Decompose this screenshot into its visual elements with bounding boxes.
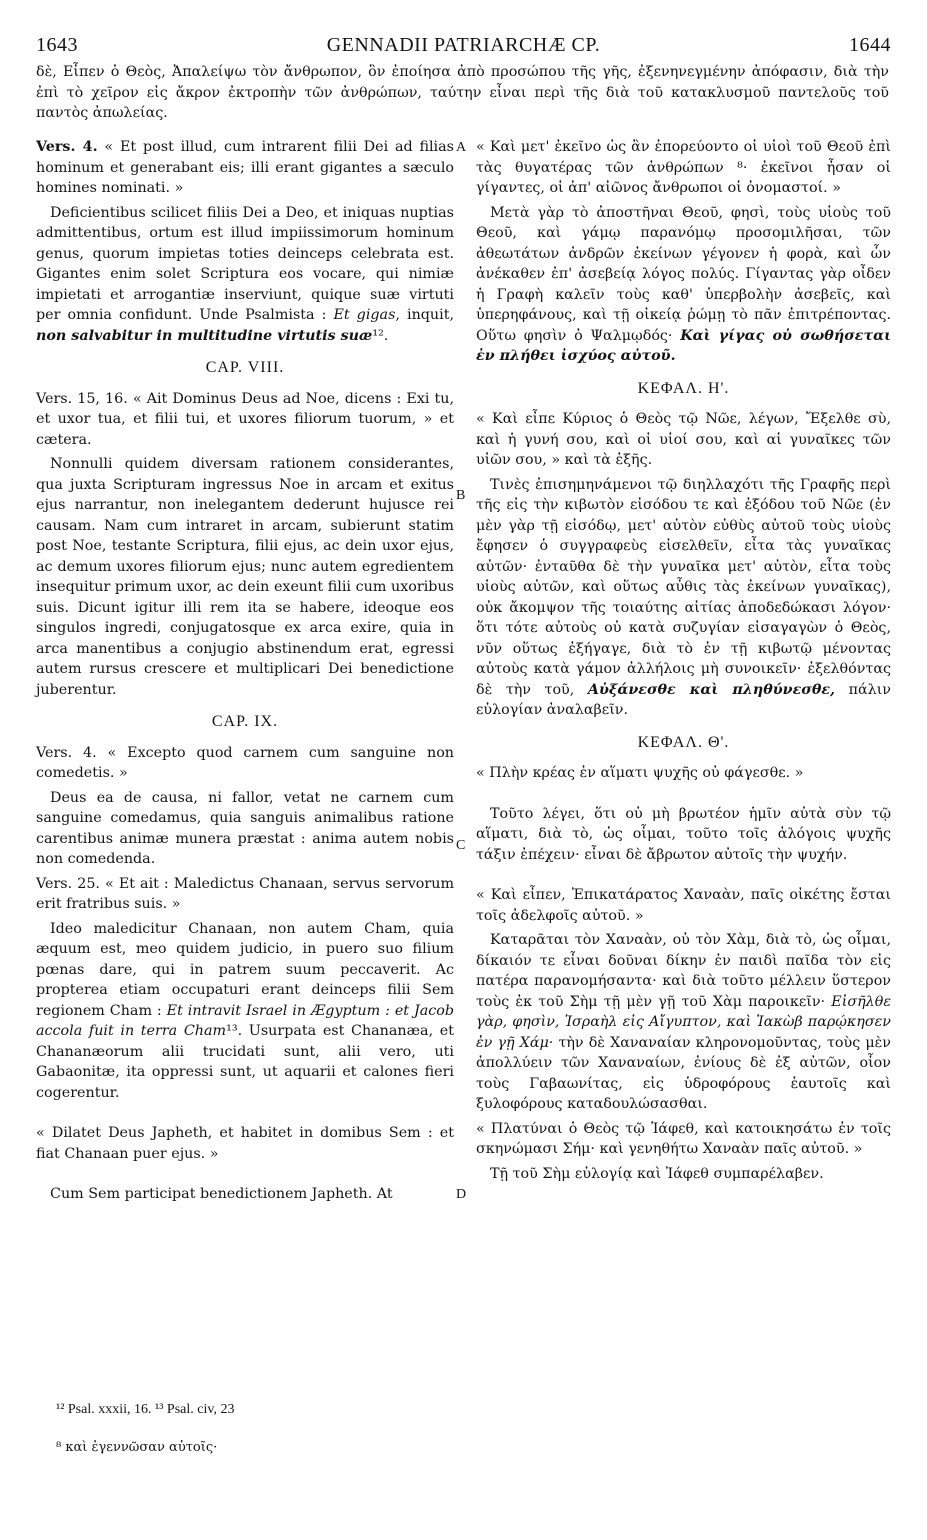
verse-ref: Vers. 25. xyxy=(36,875,100,892)
commentary-paragraph: Καταρᾶται τὸν Χαναὰν, οὐ τὸν Χὰμ, διὰ τὸ, ὡς οἶμαι, δίκαιόν τε εἶναι δοῦναι δίκην ἐν παιδὶ παῖδα τὸν εἰς πατέρα παρανομήσαντα· καὶ διὰ τοῦτο μέλλειν ὕστερον τοὺς ἐκ τοῦ Σὴμ τῇ μὲν γῇ τοῦ Χὰμ παροικεῖν· Εἰσῆλθε γὰρ, φησὶν, Ἰσραὴλ εἰς Αἴγυπτον, καὶ Ἰακὼβ παρῴκησεν ἐν γῇ Χάμ· τὴν δὲ Χαναναίαν κληρονομοῦντας, τοὺς μὲν ἀπολλύειν τῶν Χαναναίων, ἐνίους δὲ ἐξ αὐτῶν, οἷον τοὺς Γαβαωνίτας, εἰς ὑδροφόρους ἑαυτοῖς καὶ ξυλοφόρους καταδουλώσασθαι. xyxy=(476,932,891,1112)
section-marker-a: A xyxy=(456,140,467,155)
page-number-left: 1643 xyxy=(36,34,78,56)
verse-quote: « Πλὴν κρέας ἐν αἵματι ψυχῆς οὐ φάγεσθε. » xyxy=(476,765,804,781)
verse-quote: « Καὶ εἶπεν, Ἐπικατάρατος Χαναὰν, παῖς οἰκέτης ἔσται τοῖς ἀδελφοῖς αὐτοῦ. » xyxy=(476,887,891,924)
commentary-paragraph: Τῇ τοῦ Σὴμ εὐλογίᾳ καὶ Ἰάφεθ συμπαρέλαβεν. xyxy=(490,1165,824,1182)
section-marker-d: D xyxy=(456,1187,467,1202)
commentary-paragraph: Nonnulli quidem diversam rationem considerantes, qua juxta Scripturam ingressus Noe in arcam et exitus ejus narrantur, non inelegantem dederunt hujusce rei causam. Nam cum intraret in arcam, subierunt statim post Noe, testante Scriptura, filii ejus, ac dein uxor ejus, ac demum uxores filiorum ejus; nunc autem egredientem insequitur primum uxor, ac dein exeunt filii cum uxoribus suis. Dicunt igitur illi rem ita se habere, ideoque eos singulos ingredi, conjugatosque ex arca exire, quia in arca manentibus a conjugio abstinendum erat, egressi autem rursus crescere et multiplicari Dei benedictione juberentur. xyxy=(36,456,454,698)
verse-ref: Vers. 15, 16. xyxy=(36,390,128,407)
page-header xyxy=(36,34,891,60)
latin-column xyxy=(36,137,454,1370)
commentary-paragraph: Ideo maledicitur Chanaan, non autem Cham, quia æquum est, meo quidem judicio, in puero suo filium pœnas dare, qui in patrem suum peccaverit. Ac propterea etiam occupaturi erant deinceps filii Sem regionem Cham : Et intravit Israel in Ægyptum : et Jacob accola fuit in terra Cham¹³. Usurpata est Chananæa, et Chananæorum alii trucidati sunt, alii vero, uti Gabaonitæ, ita oppressi sunt, ut aquarii et calones fieri cogerentur. xyxy=(36,920,454,1101)
verse-quote: Vers. 4. « Excepto quod carnem cum sanguine non comedetis. » xyxy=(36,744,455,781)
greek-variant-note: ⁸ καὶ ἐγεννῶσαν αὐτοῖς· xyxy=(56,1440,218,1455)
commentary-paragraph: Cum Sem participat benedictionem Japheth. At xyxy=(50,1186,393,1202)
verse-quote: « Καὶ εἶπε Κύριος ὁ Θεὸς τῷ Νῶε, λέγων, Ἔξελθε σὺ, καὶ ἡ γυνή σου, καὶ οἱ υἱοί σου, καὶ αἱ γυναῖκες τῶν υἱῶν σου, » καὶ τὰ ἑξῆς. xyxy=(476,411,891,468)
commentary-paragraph: Τινὲς ἐπισημηνάμενοι τῷ διηλλαχότι τῆς Γραφῆς περὶ τῆς εἰς τὴν κιβωτὸν εἰσόδου τε καὶ ἐξόδου τοῦ Νῶε (ἐν μὲν γὰρ τῇ εἰσόδῳ, μετ' αὐτὸν εὐθὺς αὐτοῦ τοὺς υἱοὺς ἔφησεν ὁ συγγραφεὺς εἰσελθεῖν, εἶτα τὰς γυναῖκας αὐτῶν· ἐνταῦθα δὲ τὴν γυναῖκα μετ' αὐτὸν, εἶτα τοὺς υἱοὺς αὐτῶν, καὶ οὕτως αὖθις τὰς ἐκείνων γυναῖκας), οὐκ ἄκομψον τῆς τοιαύτης αἰτίας ἀποδεδώκασι λόγον· ὅτι τότε αὐτοὺς οὐ κατὰ συζυγίαν εἰσαγαγὼν ὁ Θεὸς, νῦν οὕτως ἐξήγαγε, διὰ τὸ ἐν τῇ κιβωτῷ μένοντας αὐτοὺς κατὰ γάμον ἀλλήλοις μὴ συνοικεῖν· ἐξελθόντας δὲ τὴν τοῦ, Αὐξάνεσθε καὶ πληθύνεσθε, πάλιν εὐλογίαν ἀναλαβεῖν. xyxy=(476,476,891,718)
verse-ref: Vers. 4. xyxy=(36,744,97,761)
commentary-paragraph: Deficientibus scilicet filiis Dei a Deo, et iniquas nuptias admittentibus, ortum est illud impiissimorum hominum genus, quorum impietas toties deinceps celebrata est. Gigantes enim solet Scriptura eos vocare, qui nimiæ impietati et arrogantiæ inserviunt, quique suæ virtuti per omnia confidunt. Unde Psalmista : Et gigas, inquit, non salvabitur in multitudine virtutis suæ¹². xyxy=(36,204,455,344)
page-number-right: 1644 xyxy=(849,34,891,56)
footnote-ref: ¹². xyxy=(372,327,389,344)
footnote-ref: ¹³. xyxy=(226,1023,243,1039)
verse-quote: « Πλατύναι ὁ Θεὸς τῷ Ἰάφεθ, καὶ κατοικησάτω ἐν τοῖς σκηνώμασι Σήμ· καὶ γενηθήτω Χαναὰν παῖς αὐτοῦ. » xyxy=(476,1120,891,1157)
chapter-heading: CAP. VIII. xyxy=(205,359,285,376)
verse-quote: Vers. 25. « Et ait : Maledictus Chanaan, servus servorum erit fratribus suis. » xyxy=(36,875,454,912)
greek-column xyxy=(476,137,891,1370)
section-marker-c: C xyxy=(456,838,466,853)
footnotes: ¹² Psal. xxxii, 16. ¹³ Psal. civ, 23 xyxy=(56,1402,235,1417)
chapter-heading: CAP. IX. xyxy=(211,713,279,730)
verse-quote: Vers. 15, 16. « Ait Dominus Deus ad Noe, dicens : Exi tu, et uxor tua, et filii tui, et uxores filiorum tuorum, » et cætera. xyxy=(36,390,454,448)
commentary-paragraph: Μετὰ γὰρ τὸ ἀποστῆναι Θεοῦ, φησὶ, τοὺς υἱοὺς τοῦ Θεοῦ, καὶ γάμῳ παρανόμῳ προσομιλῆσαι, τῶν ἀθεωτάτων ἀνδρῶν ἐκείνων γέγονεν ἡ φορὰ, καὶ ὧν ἀνέκαθεν ἐπ' ἀσεβείᾳ λόγος πολύς. Γίγαντας γὰρ οἶδεν ἡ Γραφὴ καλεῖν τοὺς καθ' ὑπερβολὴν ἀσεβεῖς, καὶ ὑπερηφάνους, καὶ τῇ οἰκείᾳ ῥώμῃ τὸ πᾶν ἐπιτρέποντας. Οὕτω φησὶν ὁ Ψαλμῳδός· Καὶ γίγας οὐ σωθήσεται ἐν πλήθει ἰσχύος αὐτοῦ. xyxy=(476,204,891,364)
verse-quote: Vers. 4. « Et post illud, cum intrarent filii Dei ad filias hominum et generabant eis; illi erant gigantes a sæculo homines nominati. » xyxy=(36,139,454,196)
chapter-heading: ΚΕΦΑΛ. Θ'. xyxy=(637,733,730,751)
running-title: GENNADII PATRIARCHÆ CP. xyxy=(326,34,601,56)
verse-ref: Vers. 4. xyxy=(36,139,98,155)
lead-paragraph: δὲ, Εἶπεν ὁ Θεὸς, Ἀπαλείψω τὸν ἄνθρωπον, ὃν ἐποίησα ἀπὸ προσώπου τῆς γῆς, ἐξενηνεγμένην ἀπόφασιν, διὰ τὴν ἐπὶ τὸ χεῖρον εἰς ἄκρον ἐκτροπὴν τῶν ἀνθρώπων, ταύτην εἶναι περὶ τῆς διὰ τοῦ κατακλυσμοῦ παντελοῦς τοῦ παντὸς ἀπωλείας. xyxy=(36,64,889,121)
verse-quote: « Dilatet Deus Japheth, et habitet in domibus Sem : et fiat Chanaan puer ejus. » xyxy=(36,1125,454,1162)
chapter-heading: ΚΕΦΑΛ. Η'. xyxy=(637,379,730,397)
section-marker-b: B xyxy=(456,488,466,503)
commentary-paragraph: Τοῦτο λέγει, ὅτι οὐ μὴ βρωτέον ἡμῖν αὐτὰ σὺν τῷ αἵματι, διὰ τὸ, ὡς οἶμαι, τοῦτο τοῖς ἀλόγοις ψυχῆς τάξιν ἐπέχειν· εἶναι δὲ ἄβρωτον αὐτοῖς τὴν ψυχήν. xyxy=(476,805,891,863)
commentary-paragraph: Deus ea de causa, ni fallor, vetat ne carnem cum sanguine comedamus, quia sanguis animalibus ratione carentibus animæ munera præstat : anima autem nobis non comedenda. xyxy=(36,789,454,867)
verse-quote: « Καὶ μετ' ἐκεῖνο ὡς ἂν ἐπορεύοντο οἱ υἱοὶ τοῦ Θεοῦ ἐπὶ τὰς θυγατέρας τῶν ἀνθρώπων ⁸· ἐκεῖνοι ἦσαν οἱ γίγαντες, οἱ ἀπ' αἰῶνος ἄνθρωποι οἱ ὀνομαστοί. » xyxy=(476,139,891,196)
